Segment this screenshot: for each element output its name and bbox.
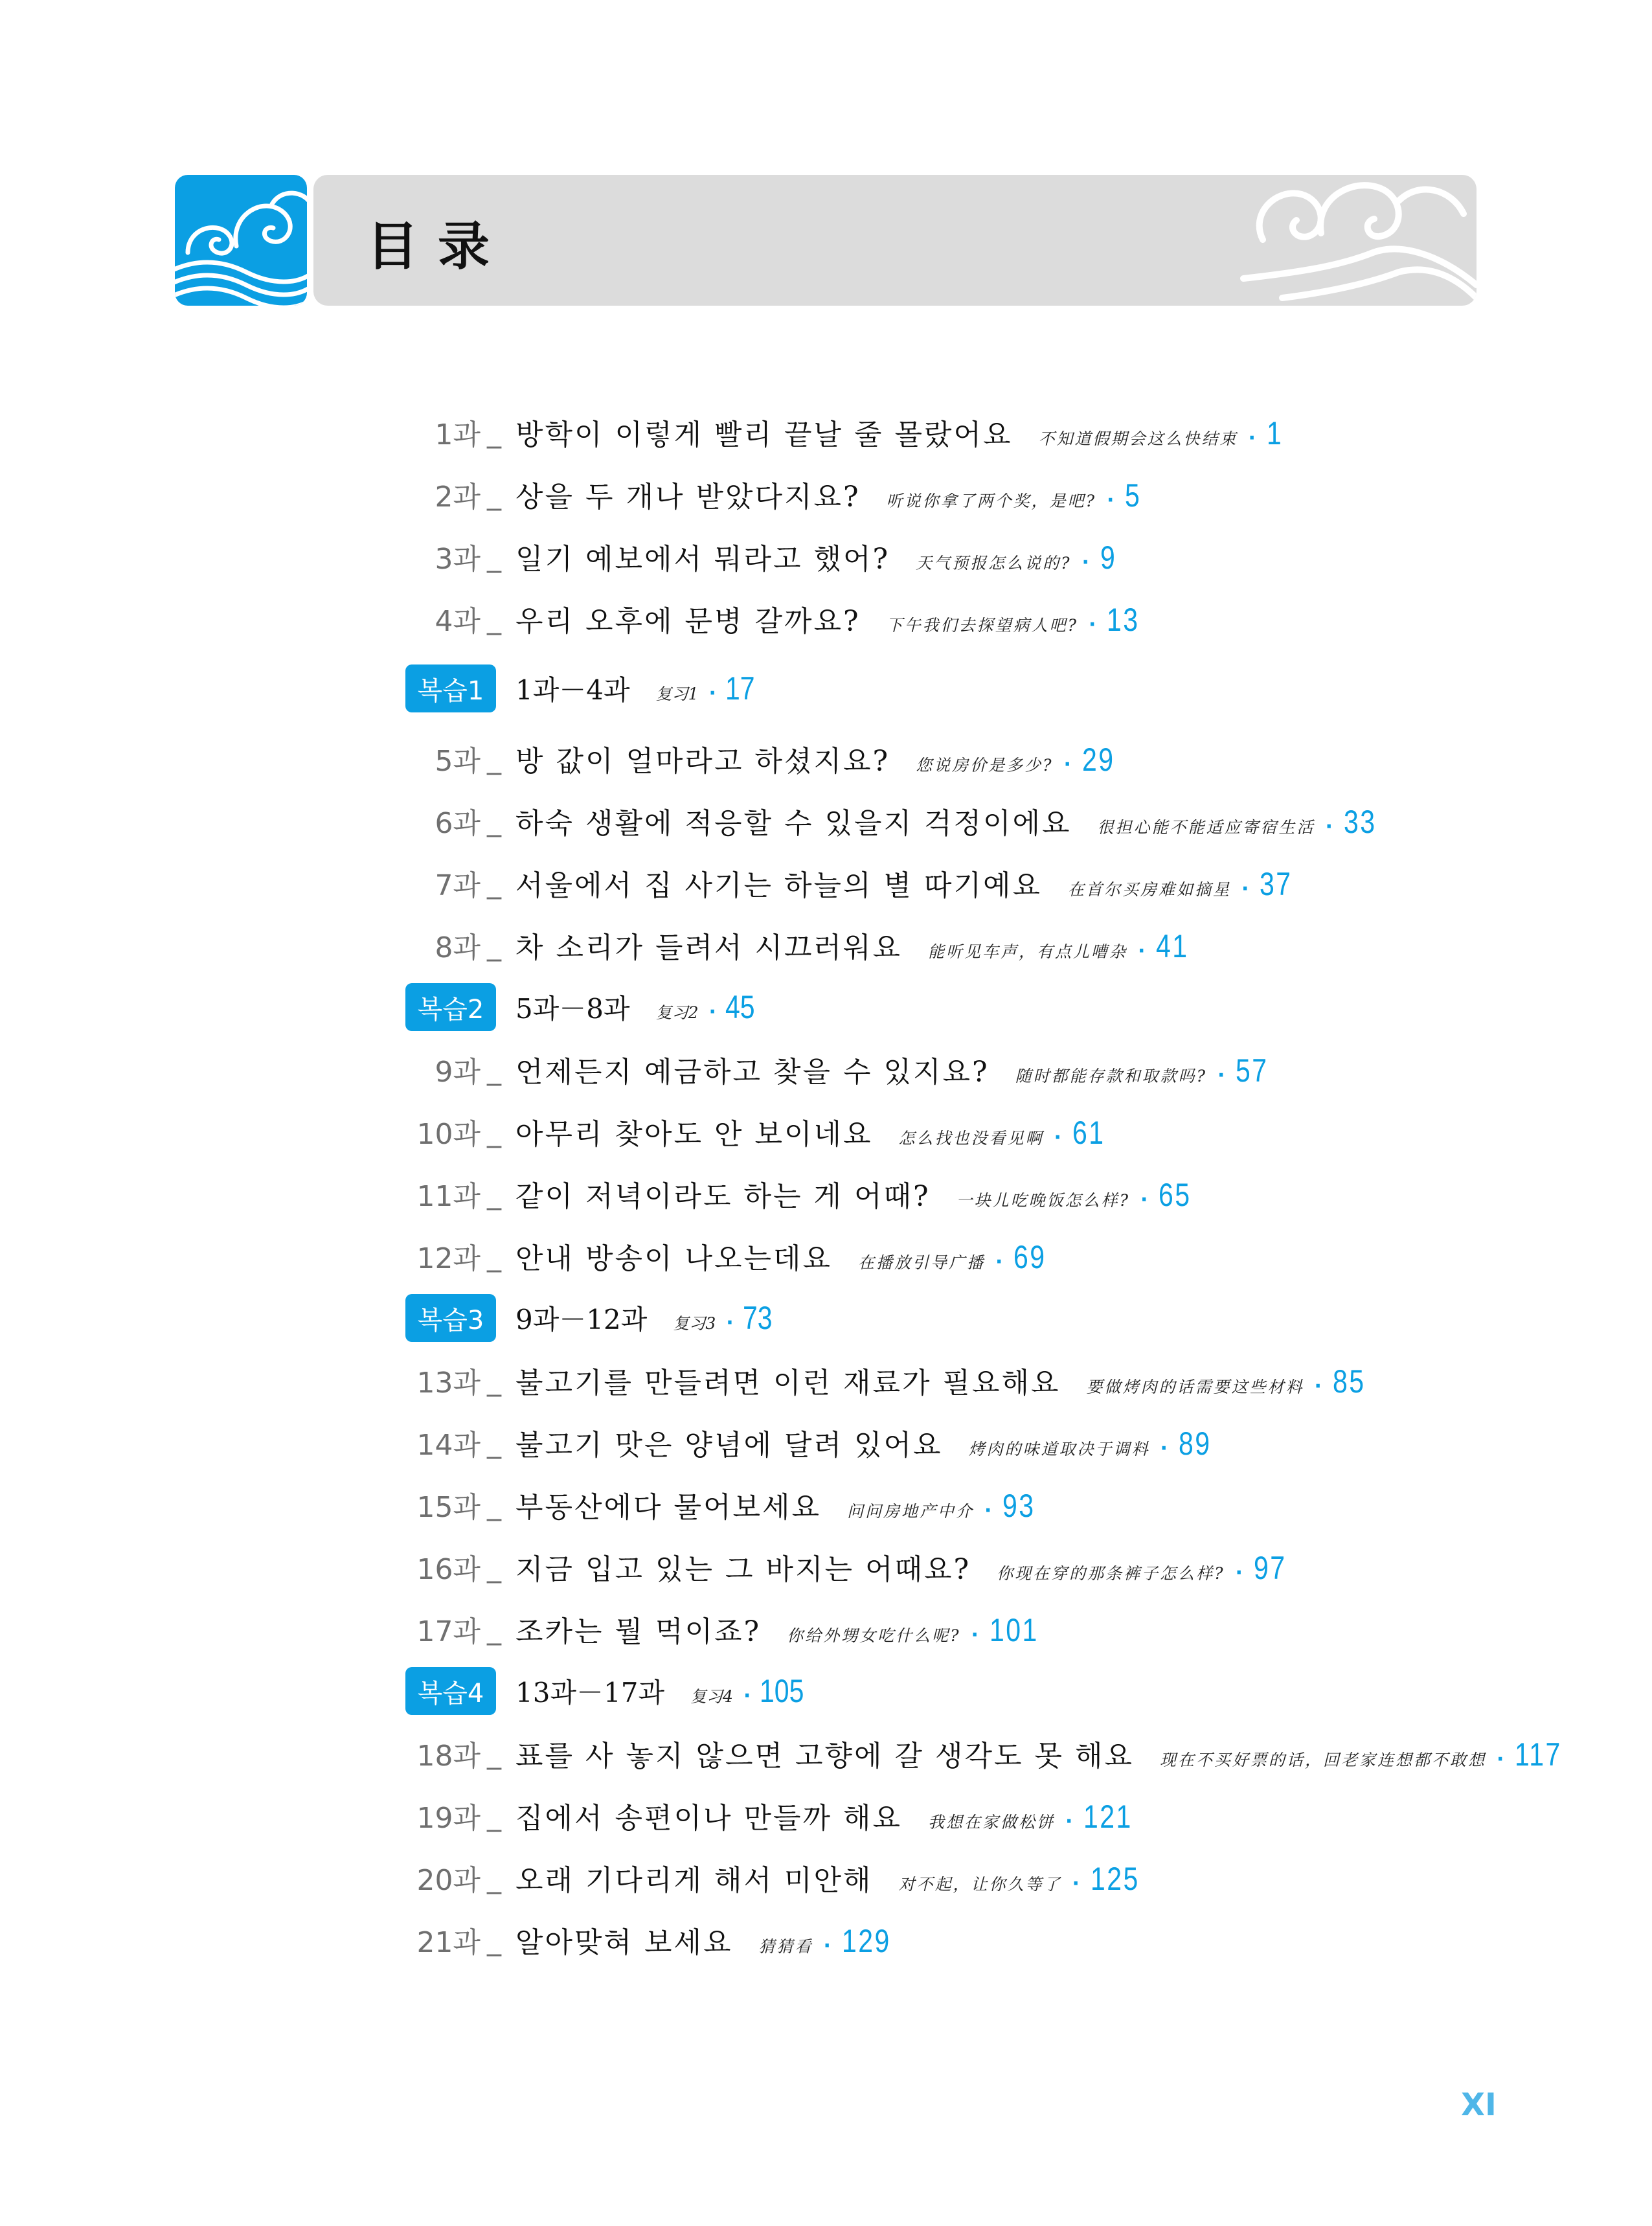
lesson-number: 15과 <box>416 1491 481 1524</box>
lesson-title-ko: 우리 오후에 문병 갈까요? <box>515 605 861 638</box>
separator: _ <box>487 1239 501 1273</box>
lesson-title-cn: 一块儿吃晚饭怎么样? <box>956 1191 1130 1210</box>
separator: _ <box>487 1861 501 1894</box>
lesson-title-ko: 오래 기다리게 해서 미안해 <box>515 1864 873 1897</box>
lesson-title <box>515 598 1147 639</box>
page-ref: 125 <box>1090 1861 1140 1897</box>
lesson-title-ko: 지금 입고 있는 그 바지는 어때요? <box>515 1553 971 1586</box>
lesson-title-ko: 불고기 맛은 양념에 달려 있어요 <box>515 1429 943 1462</box>
separator: _ <box>487 742 501 775</box>
page-ref: 121 <box>1083 1799 1133 1835</box>
lesson-title-ko: 안내 방송이 나오는데요 <box>515 1242 833 1275</box>
separator: _ <box>487 1115 501 1148</box>
lesson-number: 1과 <box>435 418 481 451</box>
lesson-title-cn: 下午我们去探望病人吧? <box>886 616 1078 635</box>
lesson-title <box>515 1049 1276 1090</box>
lesson-number: 4과 <box>435 605 481 638</box>
lesson-tail <box>887 477 1146 514</box>
separator: _ <box>487 1799 501 1832</box>
lesson-title-cn: 要做烤肉的话需要这些材料 <box>1086 1378 1304 1396</box>
lesson-number: 14과 <box>416 1429 481 1462</box>
leader-dot: · <box>1217 1064 1227 1087</box>
cloud-swirl-logo-icon <box>175 175 307 306</box>
lesson-tail <box>759 1922 902 1960</box>
toc-lesson-row <box>0 1538 1652 1596</box>
leader-dot: · <box>971 1624 980 1646</box>
separator: _ <box>487 1052 501 1086</box>
lesson-title-ko: 차 소리가 들려서 시끄러워요 <box>515 931 903 964</box>
leader-dot: · <box>1248 427 1258 449</box>
page-ref: 13 <box>1107 602 1140 638</box>
lesson-title-ko: 상을 두 개나 받았다지요? <box>515 481 861 514</box>
lesson-title-cn: 天气预报怎么说的? <box>916 554 1072 573</box>
review-title-cn: 复习4 <box>690 1687 733 1706</box>
lesson-number: 12과 <box>416 1242 481 1275</box>
lesson-tail <box>916 741 1122 778</box>
lesson-title <box>515 1919 901 1960</box>
lesson-title <box>515 1173 1199 1214</box>
lesson-tail <box>928 1798 1144 1835</box>
lesson-title <box>515 738 1122 779</box>
lesson-title-cn: 你给外甥女吃什么呢? <box>787 1626 961 1645</box>
toc-review-row <box>0 1662 1652 1720</box>
leader-dot: · <box>1235 1562 1245 1584</box>
toc-lesson-row <box>0 527 1652 585</box>
lesson-title <box>515 1795 1144 1836</box>
toc-lesson-row <box>0 791 1652 850</box>
page-number: XI <box>1461 2087 1497 2123</box>
lesson-number: 5과 <box>435 745 481 778</box>
toc-lesson-row <box>0 589 1652 648</box>
toc-lesson-row <box>0 916 1652 974</box>
leader-dot: · <box>708 682 716 705</box>
lesson-tail <box>1160 1736 1572 1773</box>
lesson-title <box>515 1422 1219 1463</box>
review-badge: 복습3 <box>405 1294 496 1342</box>
page-ref: 41 <box>1156 928 1189 964</box>
lesson-title-cn: 听说你拿了两个奖，是吧? <box>886 492 1096 510</box>
separator: _ <box>487 1177 501 1210</box>
review-range: 1과－4과 <box>515 674 630 706</box>
lesson-number: 10과 <box>416 1118 481 1151</box>
lesson-tail <box>899 1114 1113 1152</box>
lesson-title-ko: 서울에서 집 사기는 하늘의 별 따기예요 <box>515 869 1042 902</box>
lesson-title-cn: 不知道假期会这么快结束 <box>1038 429 1238 448</box>
lesson-tail <box>787 1611 1049 1649</box>
leader-dot: · <box>1496 1748 1506 1771</box>
lesson-title-cn: 问问房地产中介 <box>847 1502 975 1521</box>
lesson-tail <box>1039 415 1287 452</box>
page-ref: 89 <box>1178 1425 1212 1462</box>
lesson-tail <box>899 1860 1151 1898</box>
lesson-title-ko: 표를 사 놓지 않으면 고향에 갈 생각도 못 해요 <box>515 1740 1134 1773</box>
lesson-tail <box>956 1176 1199 1214</box>
lesson-title <box>515 411 1287 453</box>
lesson-title-ko: 하숙 생활에 적응할 수 있을지 걱정이에요 <box>515 807 1072 840</box>
review-tail <box>690 1672 814 1710</box>
separator: _ <box>487 415 501 449</box>
leader-dot: · <box>708 1001 716 1023</box>
lesson-number: 3과 <box>435 543 481 576</box>
lesson-title-ko: 방 값이 얼마라고 하셨지요? <box>515 745 890 778</box>
lesson-tail <box>847 1487 1043 1525</box>
separator: _ <box>487 602 501 635</box>
lesson-number: 21과 <box>416 1926 481 1959</box>
leader-dot: · <box>1241 878 1251 900</box>
separator: _ <box>487 866 501 900</box>
toc-lesson-row <box>0 1600 1652 1658</box>
toc-lesson-row <box>0 729 1652 788</box>
separator: _ <box>487 539 501 573</box>
toc-lesson-row <box>0 1786 1652 1845</box>
lesson-title-cn: 在首尔买房难如摘星 <box>1068 880 1232 899</box>
leader-dot: · <box>823 1935 833 1957</box>
lesson-tail <box>928 927 1196 965</box>
page-ref: 17 <box>725 670 755 707</box>
lesson-title-cn: 现在不买好票的话，回老家连想都不敢想 <box>1159 1751 1486 1769</box>
cloud-swirl-decoration-icon <box>1205 175 1477 306</box>
page-ref: 65 <box>1159 1177 1192 1213</box>
lesson-tail <box>887 601 1147 639</box>
lesson-title-cn: 您说房价是多少? <box>916 756 1054 775</box>
review-tail <box>656 988 762 1026</box>
lesson-number: 9과 <box>435 1056 481 1089</box>
lesson-tail <box>858 1238 1054 1276</box>
lesson-number: 20과 <box>416 1864 481 1897</box>
lesson-number: 13과 <box>416 1367 481 1400</box>
page-ref: 69 <box>1013 1239 1047 1275</box>
page-ref: 9 <box>1100 539 1117 576</box>
lesson-tail <box>916 539 1120 576</box>
lesson-title-cn: 在播放引导广播 <box>858 1253 986 1272</box>
leader-dot: · <box>743 1685 751 1707</box>
toc-review-row <box>0 1289 1652 1347</box>
leader-dot: · <box>1054 1126 1063 1149</box>
leader-dot: · <box>995 1251 1005 1273</box>
lesson-title-cn: 烤肉的味道取决于调料 <box>968 1440 1150 1459</box>
review-badge: 복습1 <box>405 664 496 712</box>
page-ref: 45 <box>725 989 755 1025</box>
review-title-cn: 复习3 <box>673 1314 716 1333</box>
lesson-number: 19과 <box>416 1802 481 1835</box>
lesson-number: 7과 <box>435 869 481 902</box>
review-title <box>515 1299 778 1337</box>
lesson-title-cn: 你现在穿的那条裤子怎么样? <box>997 1564 1225 1583</box>
leader-dot: · <box>1140 1188 1150 1211</box>
review-tail <box>656 670 762 707</box>
page-ref: 33 <box>1343 804 1377 840</box>
page-ref: 117 <box>1515 1736 1563 1773</box>
lesson-tail <box>1068 865 1300 903</box>
toc-lesson-row <box>0 1102 1652 1161</box>
toc-lesson-row <box>0 403 1652 461</box>
lesson-number: 6과 <box>435 807 481 840</box>
page-ref: 61 <box>1072 1115 1105 1151</box>
separator: _ <box>487 1550 501 1584</box>
page-ref: 105 <box>760 1673 804 1709</box>
leader-dot: · <box>984 1499 994 1522</box>
leader-dot: · <box>726 1312 734 1334</box>
leader-dot: · <box>1325 815 1335 838</box>
lesson-title <box>515 1732 1572 1774</box>
lesson-tail <box>1098 803 1384 841</box>
lesson-title <box>515 1546 1294 1587</box>
separator: _ <box>487 1923 501 1957</box>
lesson-title-ko: 같이 저녁이라도 하는 게 어때? <box>515 1180 931 1213</box>
lesson-tail <box>1087 1363 1373 1400</box>
page-ref: 129 <box>841 1923 891 1959</box>
toc-review-row <box>0 659 1652 718</box>
lesson-title <box>515 1484 1043 1525</box>
lesson-title-ko: 알아맞혀 보세요 <box>515 1926 733 1959</box>
lesson-title <box>515 536 1120 577</box>
lesson-number: 2과 <box>435 481 481 514</box>
page-ref: 73 <box>742 1300 773 1336</box>
lesson-title-ko: 아무리 찾아도 안 보이네요 <box>515 1118 873 1151</box>
lesson-title-ko: 언제든지 예금하고 찾을 수 있지요? <box>515 1056 990 1089</box>
lesson-title <box>515 1608 1049 1650</box>
page-ref: 29 <box>1081 742 1115 778</box>
lesson-tail <box>969 1425 1219 1462</box>
toc-lesson-row <box>0 1724 1652 1782</box>
review-range: 5과－8과 <box>515 993 630 1025</box>
toc-lesson-row <box>0 854 1652 912</box>
lesson-number: 18과 <box>416 1740 481 1773</box>
toc-lesson-row <box>0 1413 1652 1471</box>
review-range: 13과－17과 <box>515 1677 665 1709</box>
leader-dot: · <box>1081 551 1091 574</box>
toc-lesson-row <box>0 1040 1652 1098</box>
toc-lesson-row <box>0 1227 1652 1285</box>
page-ref: 101 <box>989 1612 1039 1648</box>
lesson-title-ko: 불고기를 만들려면 이런 재료가 필요해요 <box>515 1367 1061 1400</box>
leader-dot: · <box>1065 1810 1075 1833</box>
lesson-number: 16과 <box>416 1553 481 1586</box>
review-title-cn: 复习1 <box>655 685 699 703</box>
page-ref: 1 <box>1266 415 1284 451</box>
lesson-title-cn: 随时都能存款和取款吗? <box>1015 1067 1207 1085</box>
page-ref: 5 <box>1125 477 1142 514</box>
review-tail <box>673 1299 778 1337</box>
review-title <box>515 669 762 708</box>
lesson-number: 11과 <box>416 1180 481 1213</box>
separator: _ <box>487 804 501 837</box>
lesson-title-cn: 很担心能不能适应寄宿生活 <box>1097 818 1315 837</box>
lesson-title <box>515 924 1196 966</box>
leader-dot: · <box>1072 1872 1081 1895</box>
toc-lesson-row <box>0 1164 1652 1223</box>
review-badge: 복습2 <box>405 983 496 1031</box>
lesson-title-cn: 我想在家做松饼 <box>928 1813 1056 1832</box>
separator: _ <box>487 928 501 962</box>
leader-dot: · <box>1160 1437 1170 1460</box>
lesson-title <box>515 473 1145 515</box>
title-banner <box>313 175 1477 306</box>
lesson-title-ko: 집에서 송편이나 만들까 해요 <box>515 1802 903 1835</box>
review-title <box>515 1672 814 1710</box>
lesson-title <box>515 1359 1373 1401</box>
review-range: 9과－12과 <box>515 1304 648 1335</box>
separator: _ <box>487 1425 501 1459</box>
lesson-title-ko: 방학이 이렇게 빨리 끝날 줄 몰랐어요 <box>515 418 1013 451</box>
review-title-cn: 复习2 <box>655 1003 699 1022</box>
lesson-title <box>515 1235 1054 1277</box>
toc-review-row <box>0 978 1652 1036</box>
lesson-title-cn: 对不起，让你久等了 <box>898 1875 1062 1894</box>
review-badge: 복습4 <box>405 1667 496 1715</box>
toc-lesson-row <box>0 1848 1652 1907</box>
lesson-title <box>515 1857 1150 1898</box>
lesson-title <box>515 862 1300 903</box>
separator: _ <box>487 1736 501 1770</box>
leader-dot: · <box>1063 753 1073 776</box>
lesson-number: 8과 <box>435 931 481 964</box>
toc-lesson-row <box>0 1475 1652 1534</box>
separator: _ <box>487 477 501 511</box>
page-ref: 97 <box>1253 1550 1287 1586</box>
leader-dot: · <box>1089 613 1098 636</box>
separator: _ <box>487 1612 501 1646</box>
lesson-tail <box>997 1549 1293 1587</box>
lesson-title-cn: 能听见车声，有点儿嘈杂 <box>928 942 1128 961</box>
page-ref: 85 <box>1332 1363 1366 1400</box>
leader-dot: · <box>1314 1375 1324 1398</box>
lesson-title-ko: 부동산에다 물어보세요 <box>515 1491 822 1524</box>
lesson-tail <box>1015 1052 1276 1089</box>
lesson-title-ko: 조카는 뭘 먹이죠? <box>515 1615 762 1648</box>
lesson-title-cn: 猜猜看 <box>758 1937 813 1956</box>
lesson-title <box>515 800 1384 841</box>
toc-lesson-row <box>0 1351 1652 1409</box>
lesson-number: 17과 <box>416 1615 481 1648</box>
page-ref: 57 <box>1236 1052 1269 1089</box>
leader-dot: · <box>1138 940 1148 962</box>
lesson-title-ko: 일기 예보에서 뭐라고 했어? <box>515 543 890 576</box>
lesson-title <box>515 1111 1113 1152</box>
toc-lesson-row <box>0 1911 1652 1969</box>
separator: _ <box>487 1363 501 1397</box>
page-title: 目录 <box>367 216 509 277</box>
toc-lesson-row <box>0 465 1652 523</box>
review-title <box>515 988 762 1027</box>
separator: _ <box>487 1488 501 1521</box>
leader-dot: · <box>1107 489 1116 512</box>
page-ref: 93 <box>1002 1488 1035 1524</box>
page-ref: 37 <box>1260 866 1293 902</box>
lesson-title-cn: 怎么找也没看见啊 <box>898 1129 1044 1148</box>
